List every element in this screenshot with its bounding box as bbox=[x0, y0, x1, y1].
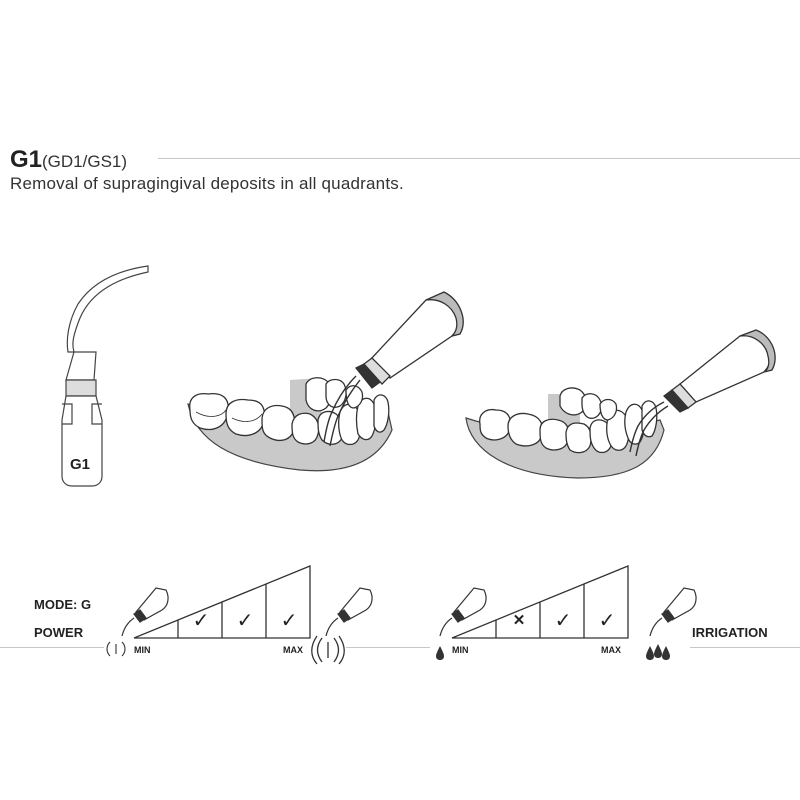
power-label: POWER bbox=[34, 625, 84, 640]
vibration-high-icon bbox=[312, 636, 345, 664]
tip-label: G1 bbox=[70, 456, 91, 473]
power-max-label: MAX bbox=[283, 645, 303, 655]
handpiece-icon bbox=[440, 588, 486, 636]
tip-description: Removal of supragingival deposits in all quadrants. bbox=[10, 174, 404, 193]
tip-code: G1 bbox=[10, 146, 43, 173]
handpiece-icon bbox=[650, 588, 696, 636]
irrigation-min-label: MIN bbox=[452, 645, 469, 655]
irrigation-level-3-mark: ✓ bbox=[554, 610, 572, 632]
lower-jaw-left bbox=[188, 378, 392, 471]
bottom-rule-right bbox=[690, 647, 800, 648]
water-drops-icon bbox=[646, 644, 670, 660]
power-level-2-mark: ✓ bbox=[192, 610, 210, 632]
handpiece-icon bbox=[326, 588, 372, 636]
irrigation-max-label: MAX bbox=[601, 645, 621, 655]
lower-jaw-right bbox=[466, 388, 664, 478]
bottom-rule-mid bbox=[346, 647, 430, 648]
water-drop-icon bbox=[436, 646, 444, 660]
irrigation-label: IRRIGATION bbox=[692, 625, 768, 640]
irrigation-level-4-mark: ✓ bbox=[598, 610, 616, 632]
handpiece-icon bbox=[122, 588, 168, 636]
scaler-tip-icon bbox=[62, 266, 148, 486]
power-min-label: MIN bbox=[134, 645, 151, 655]
mode-label: MODE: G bbox=[34, 597, 92, 612]
vibration-low-icon bbox=[107, 642, 125, 656]
irrigation-level-2-mark: ✕ bbox=[512, 612, 526, 629]
power-level-4-mark: ✓ bbox=[280, 610, 298, 632]
tip-variants: (GD1/GS1) bbox=[42, 152, 128, 171]
bottom-rule-left bbox=[0, 647, 104, 648]
power-level-3-mark: ✓ bbox=[236, 610, 254, 632]
